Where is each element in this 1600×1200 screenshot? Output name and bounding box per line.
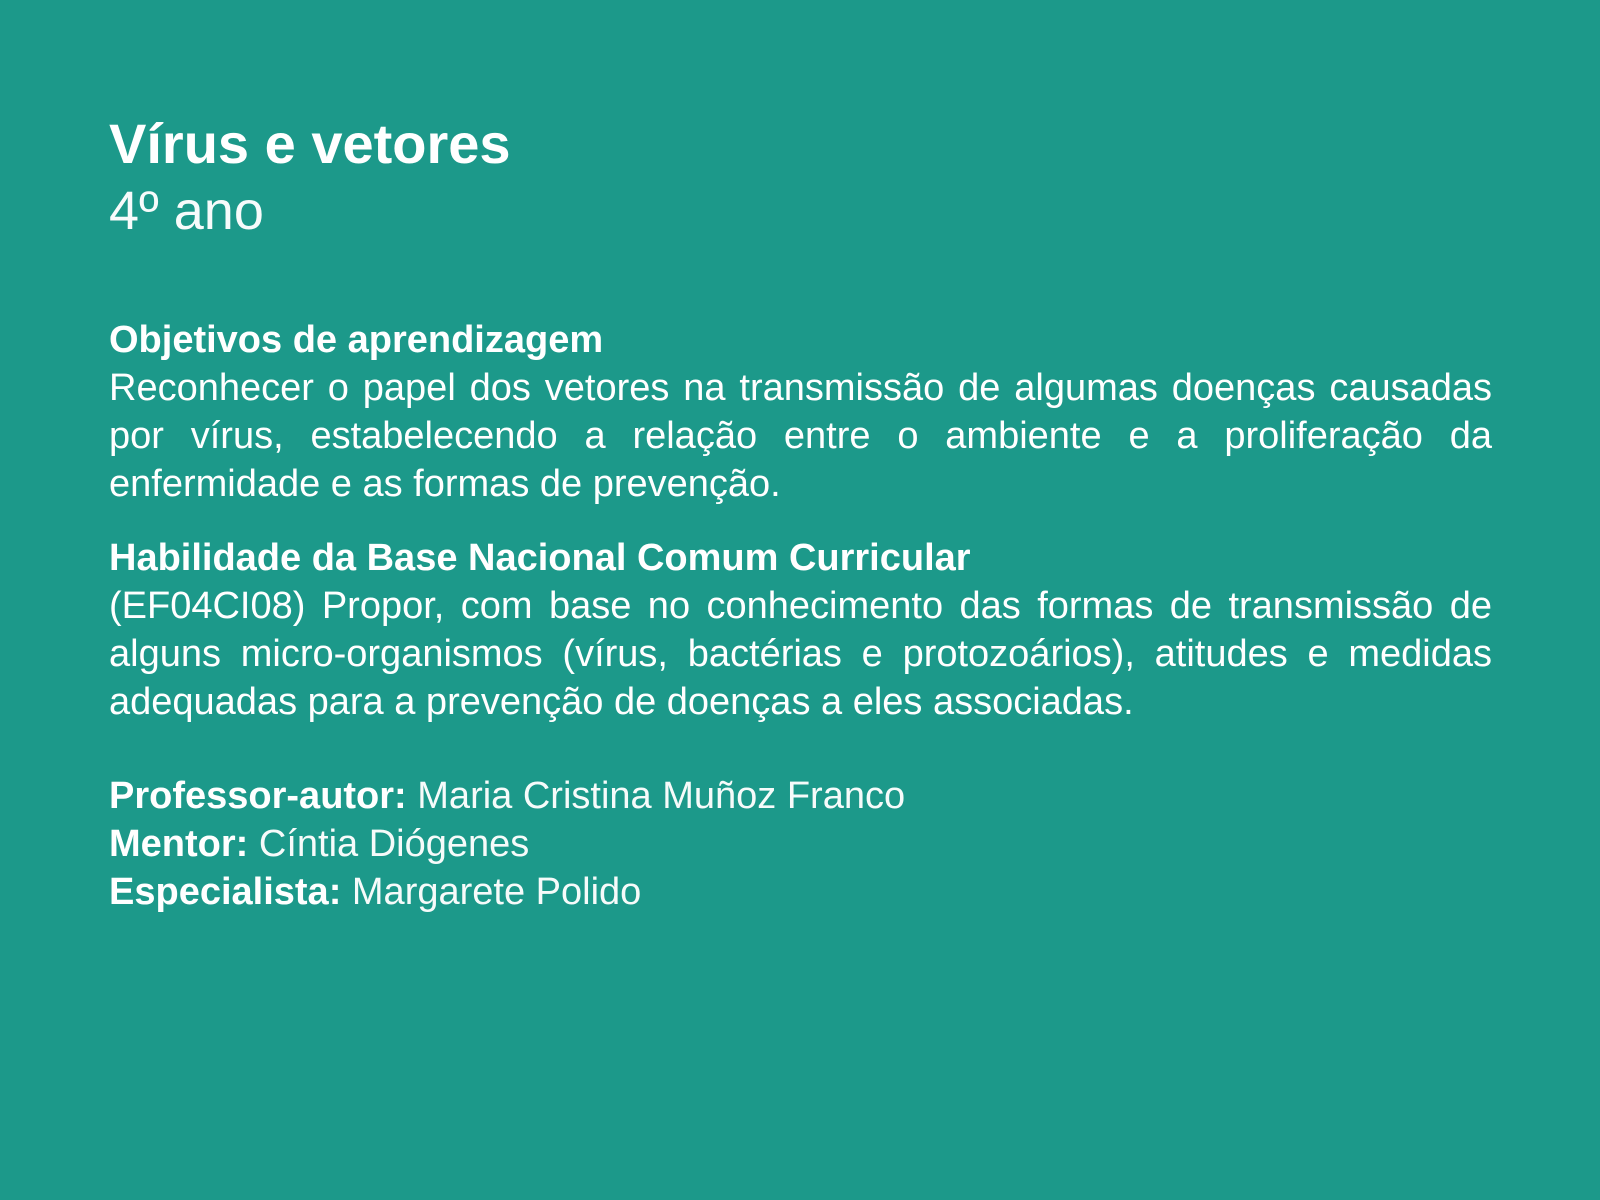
credit-author xyxy=(109,772,1492,820)
lesson-info-panel xyxy=(109,112,1492,916)
grade-level: 4º ano xyxy=(109,181,264,241)
credit-specialist-name: Margarete Polido xyxy=(351,871,642,913)
bncc-skill-heading: Habilidade da Base Nacional Comum Curricular xyxy=(109,537,971,579)
learning-objectives-heading: Objetivos de aprendizagem xyxy=(109,319,604,361)
bncc-skill-section xyxy=(109,534,1492,726)
bncc-skill-text: (EF04CI08) Propor, com base no conhecimento das formas de transmissão de alguns micro-organismos (vírus, bactérias e protozoários), atitudes e medidas adequadas para a prevenção de doenças a eles associadas. xyxy=(109,585,1492,723)
credit-mentor-label: Mentor: xyxy=(109,823,249,865)
credit-mentor xyxy=(109,820,1492,868)
credits xyxy=(109,772,1492,916)
credit-author-label: Professor-autor: xyxy=(109,775,407,817)
credit-mentor-name: Cíntia Diógenes xyxy=(258,823,530,865)
credit-specialist xyxy=(109,868,1492,916)
learning-objectives-section xyxy=(109,316,1492,508)
credit-specialist-label: Especialista: xyxy=(109,871,342,913)
credit-author-name: Maria Cristina Muñoz Franco xyxy=(417,775,906,817)
learning-objectives-text: Reconhecer o papel dos vetores na transmissão de algumas doenças causadas por vírus, estabelecendo a relação entre o ambiente e a proliferação da enfermidade e as formas de prevenção. xyxy=(109,367,1492,505)
lesson-title: Vírus e vetores xyxy=(109,112,511,175)
